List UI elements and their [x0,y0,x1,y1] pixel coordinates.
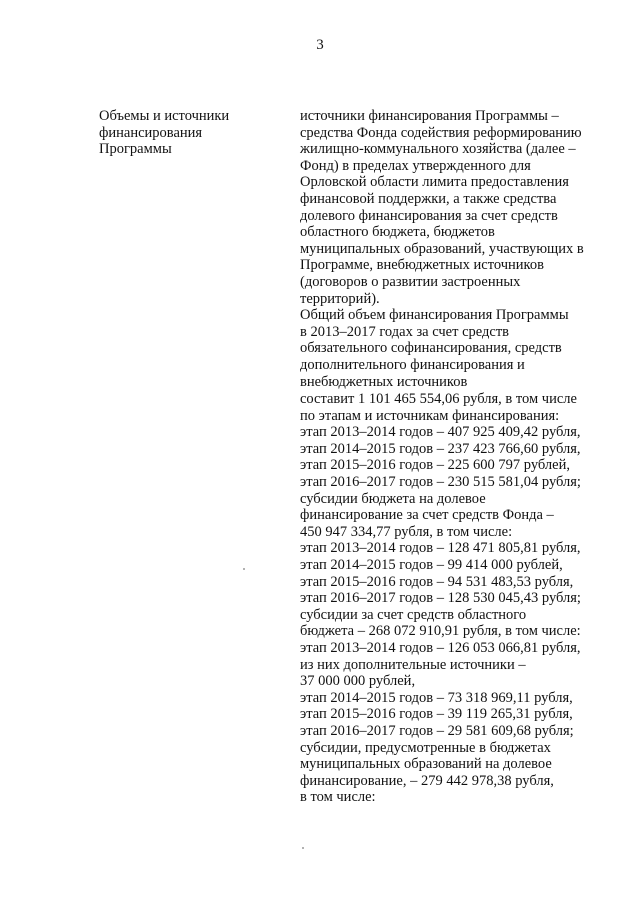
content-line: (договоров о развитии застроенных [300,273,521,290]
scan-speck [243,568,245,570]
section-label-line: Объемы и источники [99,108,230,124]
content-line: этап 2015–2016 годов – 39 119 265,31 рубля, [300,706,573,723]
content-line: этап 2016–2017 годов – 29 581 609,68 рубля; [300,722,574,739]
content-line: финансовой поддержки, а также средства [300,190,557,207]
content-line: Общий объем финансирования Программы [300,307,569,324]
content-line: внебюджетных источников [300,373,468,390]
content-line: субсидии за счет средств областного [300,606,527,623]
content-line: этап 2015–2016 годов – 94 531 483,53 рубля, [300,573,574,590]
content-line: муниципальных образований на долевое [300,756,552,773]
content-line: по этапам и источникам финансирования: [300,407,560,424]
content-line: в том числе: [300,789,376,806]
content-line: составит 1 101 465 554,06 рубля, в том числе [300,391,577,408]
content-line: обязательного софинансирования, средств [300,340,562,357]
content-line: 450 947 334,77 рубля, в том числе: [300,523,513,540]
content-line: этап 2015–2016 годов – 225 600 797 рублей, [300,457,570,474]
content-line: этап 2013–2014 годов – 126 053 066,81 рубля, [300,640,581,656]
content-line: из них дополнительные источники – [300,656,526,673]
content-line: территорий). [300,290,380,307]
content-line: Программе, внебюджетных источников [300,257,544,274]
content-line: этап 2016–2017 годов – 128 530 045,43 рубля; [300,590,581,607]
section-label [99,108,269,158]
page-number: 3 [316,37,324,53]
content-line: муниципальных образований, участвующих в [300,240,584,257]
content-line: в 2013–2017 годах за счет средств [300,323,510,340]
content-line: долевого финансирования за счет средств [300,207,558,224]
content-line: субсидии, предусмотренные в бюджетах [300,739,551,756]
content-line: этап 2013–2014 годов – 128 471 805,81 рубля, [300,540,581,557]
content-line: бюджета – 268 072 910,91 рубля, в том числе: [300,623,581,640]
content-line: этап 2013–2014 годов – 407 925 409,42 рубля, [300,424,581,441]
content-line: источники финансирования Программы – [300,108,559,124]
content-line: этап 2014–2015 годов – 237 423 766,60 рубля, [300,440,581,457]
section-content [300,108,600,806]
content-line: дополнительного финансирования и [300,356,525,373]
content-line: финансирование за счет средств Фонда – [300,507,554,524]
content-line: этап 2014–2015 годов – 99 414 000 рублей, [300,557,563,574]
content-line: этап 2016–2017 годов – 230 515 581,04 рубля; [300,474,581,491]
section-label-line: Программы [99,141,172,158]
content-line: этап 2014–2015 годов – 73 318 969,11 рубля, [300,689,573,706]
content-line: жилищно-коммунального хозяйства (далее – [300,141,576,158]
content-line: 37 000 000 рублей, [300,673,416,690]
content-line: Фонд) в пределах утвержденного для [300,157,531,174]
content-line: финансирование, – 279 442 978,38 рубля, [300,772,554,789]
content-line: средства Фонда содействия реформированию [300,124,582,141]
scan-speck [302,847,304,849]
section-label-line: финансирования [99,124,203,141]
content-line: субсидии бюджета на долевое [300,490,486,507]
content-line: областного бюджета, бюджетов [300,224,495,241]
content-line: Орловской области лимита предоставления [300,174,569,191]
